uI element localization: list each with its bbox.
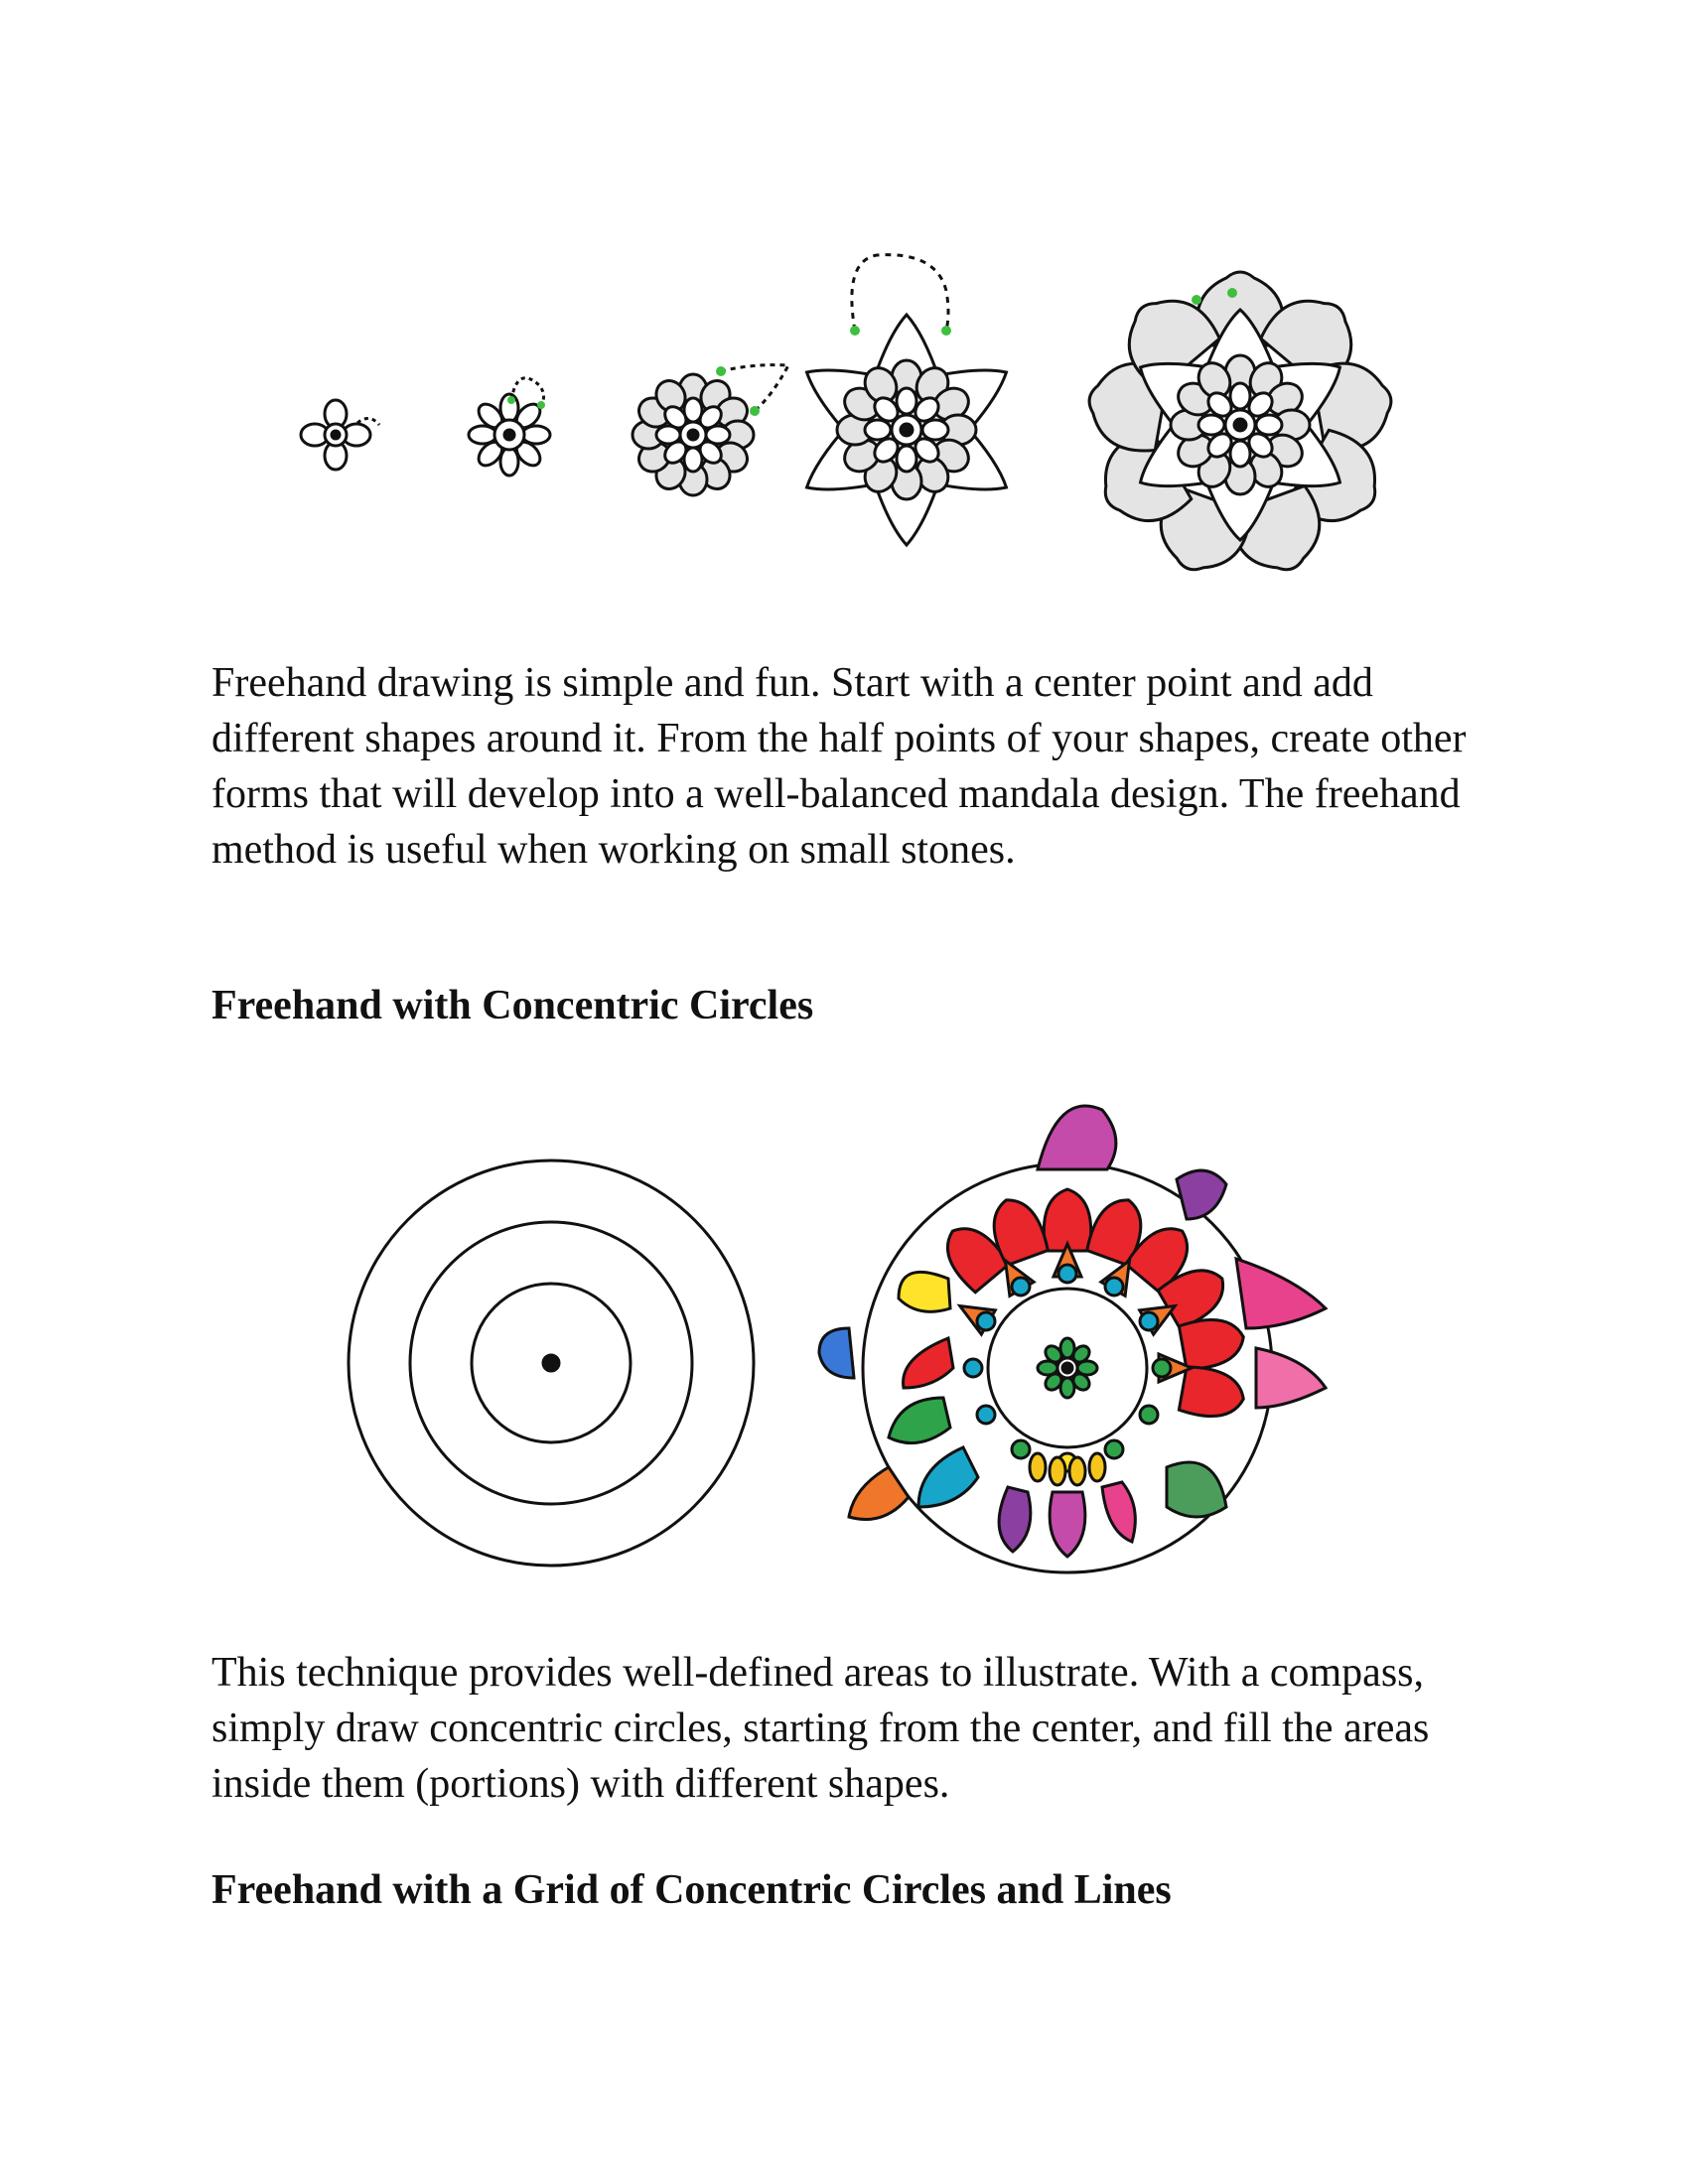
mandala-step-5 [1082, 272, 1398, 584]
freehand-intro-paragraph: Freehand drawing is simple and fun. Start with a center point and add different shapes around it. From the half points of your shapes, create other forms that will develop into a well-balanced mandala design. The freehand method is useful when working on small stones. [211, 660, 1467, 873]
heading-concentric-circles: Freehand with Concentric Circles [211, 983, 814, 1028]
heading-grid-circles-lines: Freehand with a Grid of Concentric Circles and Lines [211, 1867, 1172, 1913]
concentric-circles-illustration [328, 1087, 1380, 1588]
mandala-step-1 [301, 400, 379, 470]
freehand-steps-illustration [268, 248, 1440, 586]
freehand-steps-svg [268, 248, 1440, 586]
concentric-intro-paragraph: This technique provides well-defined areas to illustrate. With a compass, simply draw concentric circles, starting from the center, and fill the areas inside them (portions) with different shapes. [211, 1650, 1430, 1807]
concentric-circles-svg [328, 1087, 1380, 1588]
mandala-step-2 [469, 378, 550, 476]
colored-mandala [819, 1106, 1326, 1572]
concentric-circles-diagram [349, 1160, 754, 1566]
mandala-step-3 [633, 365, 788, 495]
mandala-step-4 [790, 255, 1024, 545]
